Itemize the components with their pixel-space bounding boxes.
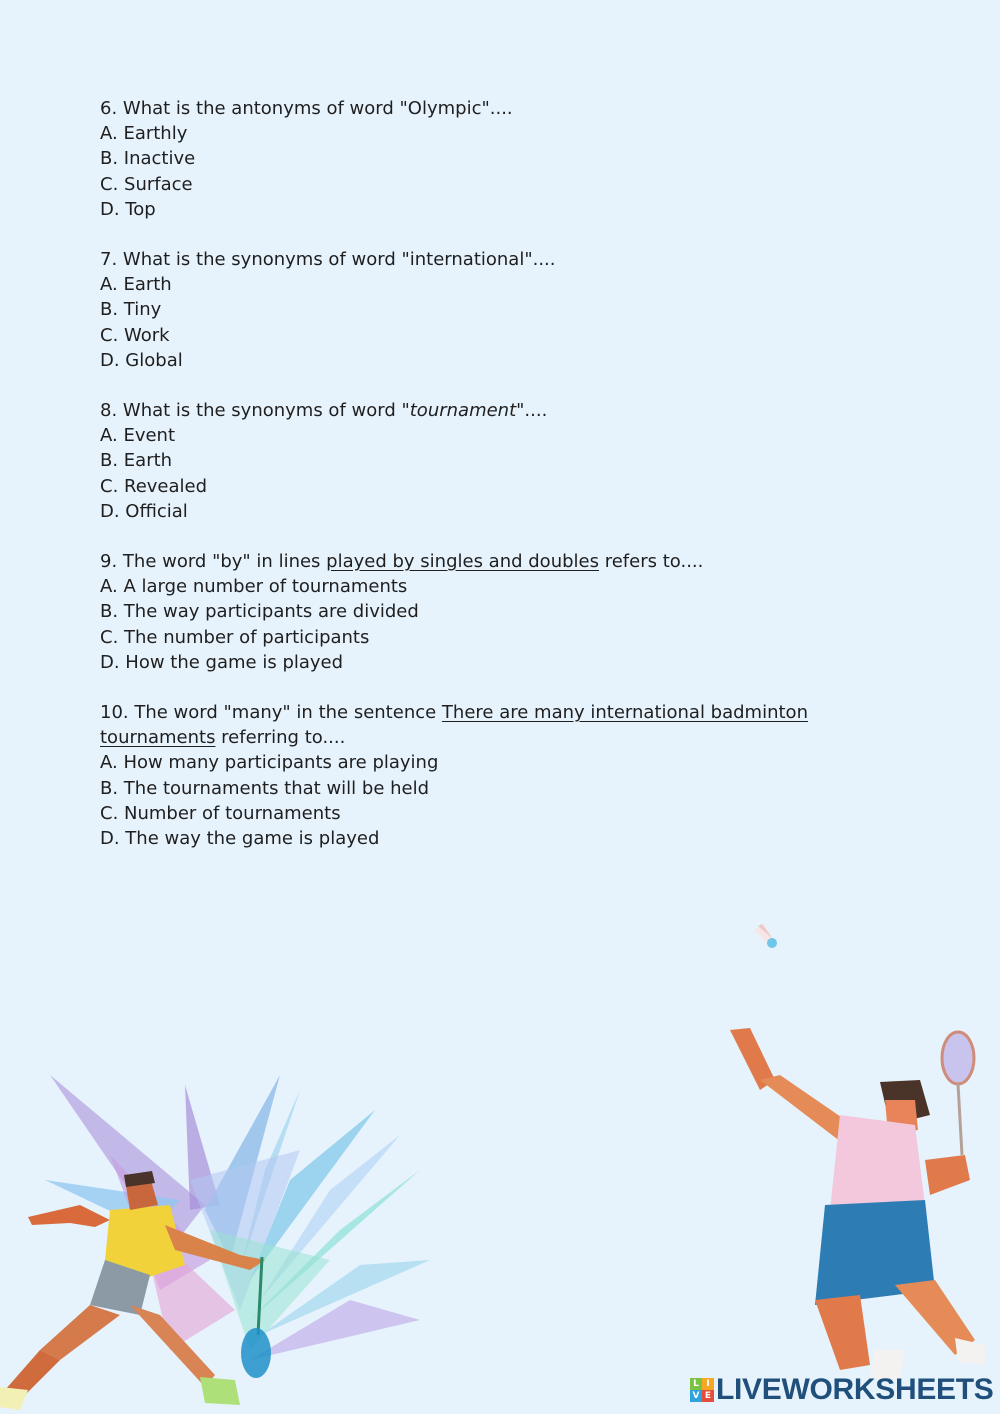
option-a: A. Earthly xyxy=(100,123,188,145)
liveworksheets-logo xyxy=(690,1373,994,1407)
question-stem: 6. What is the antonyms of word "Olympic".... xyxy=(100,98,513,119)
option-b: B. The way participants are divided xyxy=(100,601,419,623)
badminton-player-lunge-icon xyxy=(0,1165,300,1414)
option-c: C. Number of tournaments xyxy=(100,802,341,824)
question-7 xyxy=(100,247,820,373)
question-stem: 10. The word "many" in the sentence There are many international badminton xyxy=(100,702,808,724)
shuttlecock-icon xyxy=(752,922,782,952)
option-c: C. The number of participants xyxy=(100,626,370,648)
question-stem-cont: tournaments referring to.... xyxy=(100,727,346,749)
option-c: C. Surface xyxy=(100,173,193,195)
option-d: D. Global xyxy=(100,349,183,371)
underlined-phrase: There are many international badminton xyxy=(441,702,808,724)
badminton-player-smash-icon xyxy=(720,1020,1000,1400)
question-10 xyxy=(100,700,820,851)
italic-term: tournament xyxy=(409,400,517,422)
option-c: C. Work xyxy=(100,324,170,346)
underlined-phrase: tournaments xyxy=(100,727,216,749)
brand-name: LIVEWORKSHEETS xyxy=(716,1373,994,1406)
option-a: A. Earth xyxy=(100,274,172,296)
option-b: B. Tiny xyxy=(100,299,162,321)
question-stem: 9. The word "by" in lines played by singles and doubles refers to.... xyxy=(100,551,704,573)
question-9 xyxy=(100,549,820,675)
option-c: C. Revealed xyxy=(100,475,208,497)
question-8 xyxy=(100,398,820,524)
option-d: D. The way the game is played xyxy=(100,828,380,850)
option-a: A. A large number of tournaments xyxy=(100,576,408,598)
question-stem: 7. What is the synonyms of word "international".... xyxy=(100,249,556,271)
option-d: D. Official xyxy=(100,500,188,522)
option-a: A. Event xyxy=(100,425,176,447)
underlined-phrase: played by singles and doubles xyxy=(326,551,599,573)
liveworksheets-icon: L I V E xyxy=(690,1378,714,1402)
option-b: B. Inactive xyxy=(100,148,196,170)
option-d: D. How the game is played xyxy=(100,651,344,673)
option-d: D. Top xyxy=(100,198,156,220)
question-6 xyxy=(100,96,820,222)
option-a: A. How many participants are playing xyxy=(100,752,439,774)
question-stem: 8. What is the synonyms of word "tournament".... xyxy=(100,400,548,422)
option-b: B. The tournaments that will be held xyxy=(100,777,430,799)
worksheet-questions xyxy=(100,96,820,876)
option-b: B. Earth xyxy=(100,450,173,472)
